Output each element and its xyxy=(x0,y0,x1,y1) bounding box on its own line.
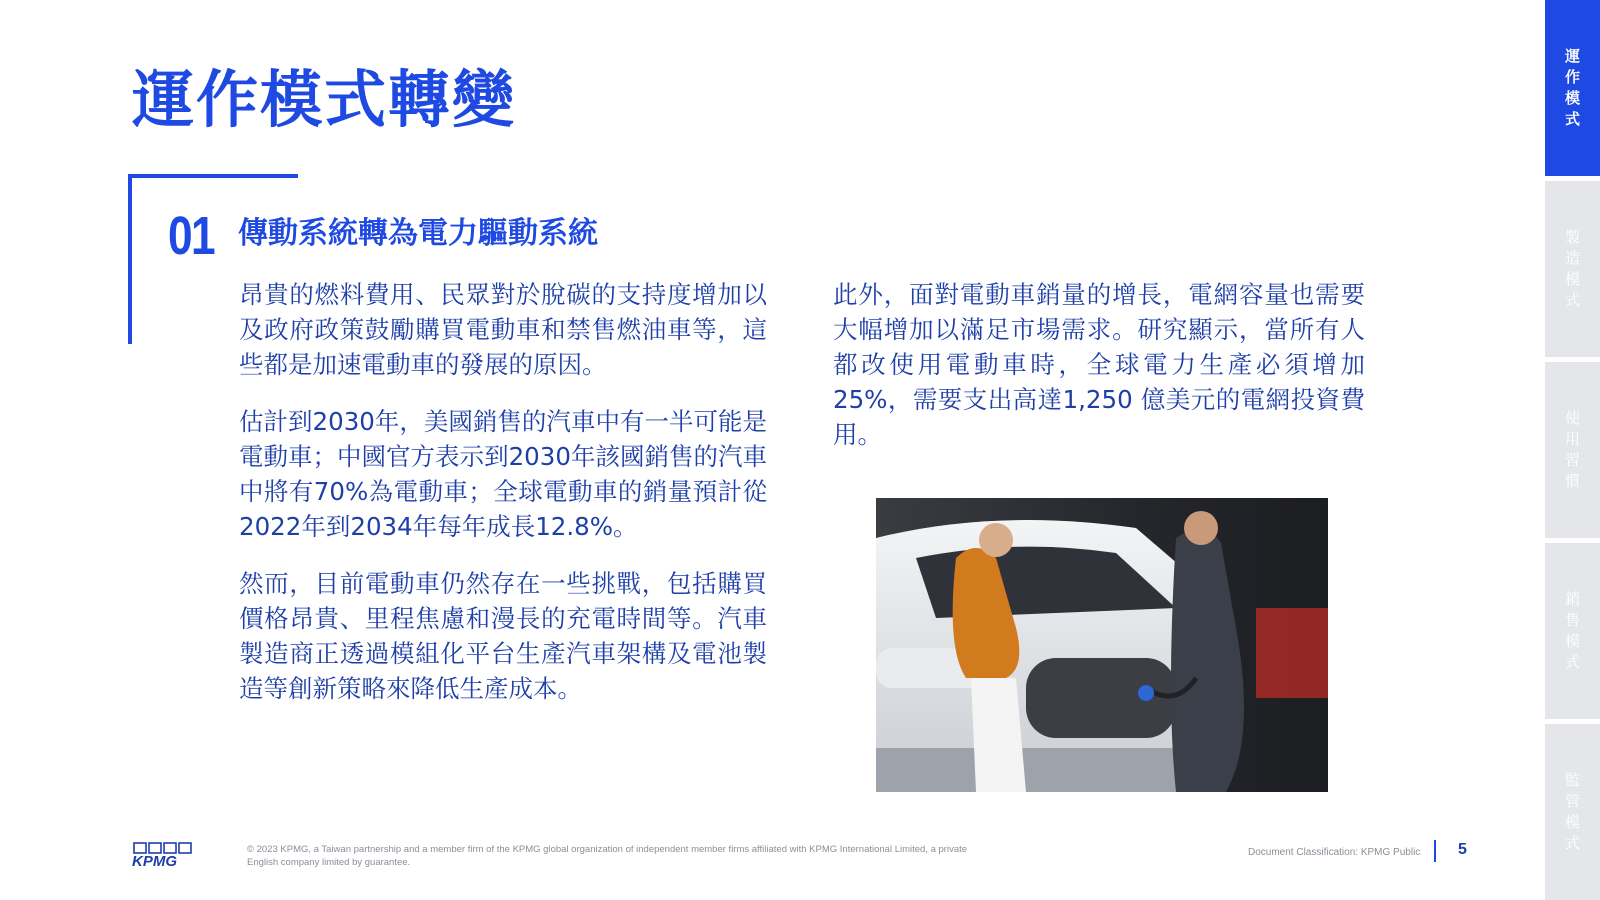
ev-charging-photo xyxy=(876,498,1328,792)
footer-divider xyxy=(1434,840,1436,862)
document-classification: Document Classification: KPMG Public xyxy=(1248,847,1421,858)
sidebar-tab-label: 銷售模式 xyxy=(1563,591,1581,675)
page-number: 5 xyxy=(1458,841,1467,858)
left-text-column xyxy=(239,277,767,728)
section-sidebar xyxy=(1545,0,1600,900)
page-title: 運作模式轉變 xyxy=(132,63,517,136)
sidebar-tab-label: 監管模式 xyxy=(1563,772,1581,856)
svg-text:KPMG: KPMG xyxy=(132,853,177,868)
sidebar-tab-operating-model[interactable] xyxy=(1545,0,1600,176)
sidebar-tab-label: 使用習慣 xyxy=(1563,410,1581,494)
footer-copyright: © 2023 KPMG, a Taiwan partnership and a member firm of the KPMG global organization of independent member firms affiliated with KPMG International Limited, a private English company limited by guarantee. xyxy=(247,844,968,868)
right-text-column xyxy=(833,277,1365,474)
sidebar-tab-regulatory-model[interactable] xyxy=(1545,724,1600,900)
paragraph: 估計到2030年，美國銷售的汽車中有一半可能是電動車；中國官方表示到2030年該國銷售的汽車中將有70%為電動車；全球電動車的銷量預計從2022年到2034年每年成長12.8%。 xyxy=(239,407,767,541)
paragraph: 昂貴的燃料費用、民眾對於脫碳的支持度增加以及政府政策鼓勵購買電動車和禁售燃油車等，這些都是加速電動車的發展的原因。 xyxy=(239,280,767,379)
sidebar-tab-manufacturing-model[interactable] xyxy=(1545,181,1600,357)
sidebar-tab-sales-model[interactable] xyxy=(1545,543,1600,719)
section-title: 傳動系統轉為電力驅動系統 xyxy=(238,216,598,251)
sidebar-tab-label: 製造模式 xyxy=(1563,229,1581,313)
section-number: 01 xyxy=(168,206,214,266)
sidebar-tab-usage-habits[interactable] xyxy=(1545,362,1600,538)
sidebar-tab-label: 運作模式 xyxy=(1563,48,1581,132)
paragraph: 此外，面對電動車銷量的增長，電網容量也需要大幅增加以滿足市場需求。研究顯示，當所有人都改使用電動車時，全球電力生產必須增加25%，需要支出高達1,250 億美元的電網投資費用。 xyxy=(833,280,1365,449)
kpmg-logo xyxy=(132,842,198,872)
paragraph: 然而，目前電動車仍然存在一些挑戰，包括購買價格昂貴、里程焦慮和漫長的充電時間等。汽車製造商正透過模組化平台生產汽車架構及電池製造等創新策略來降低生產成本。 xyxy=(239,569,767,703)
